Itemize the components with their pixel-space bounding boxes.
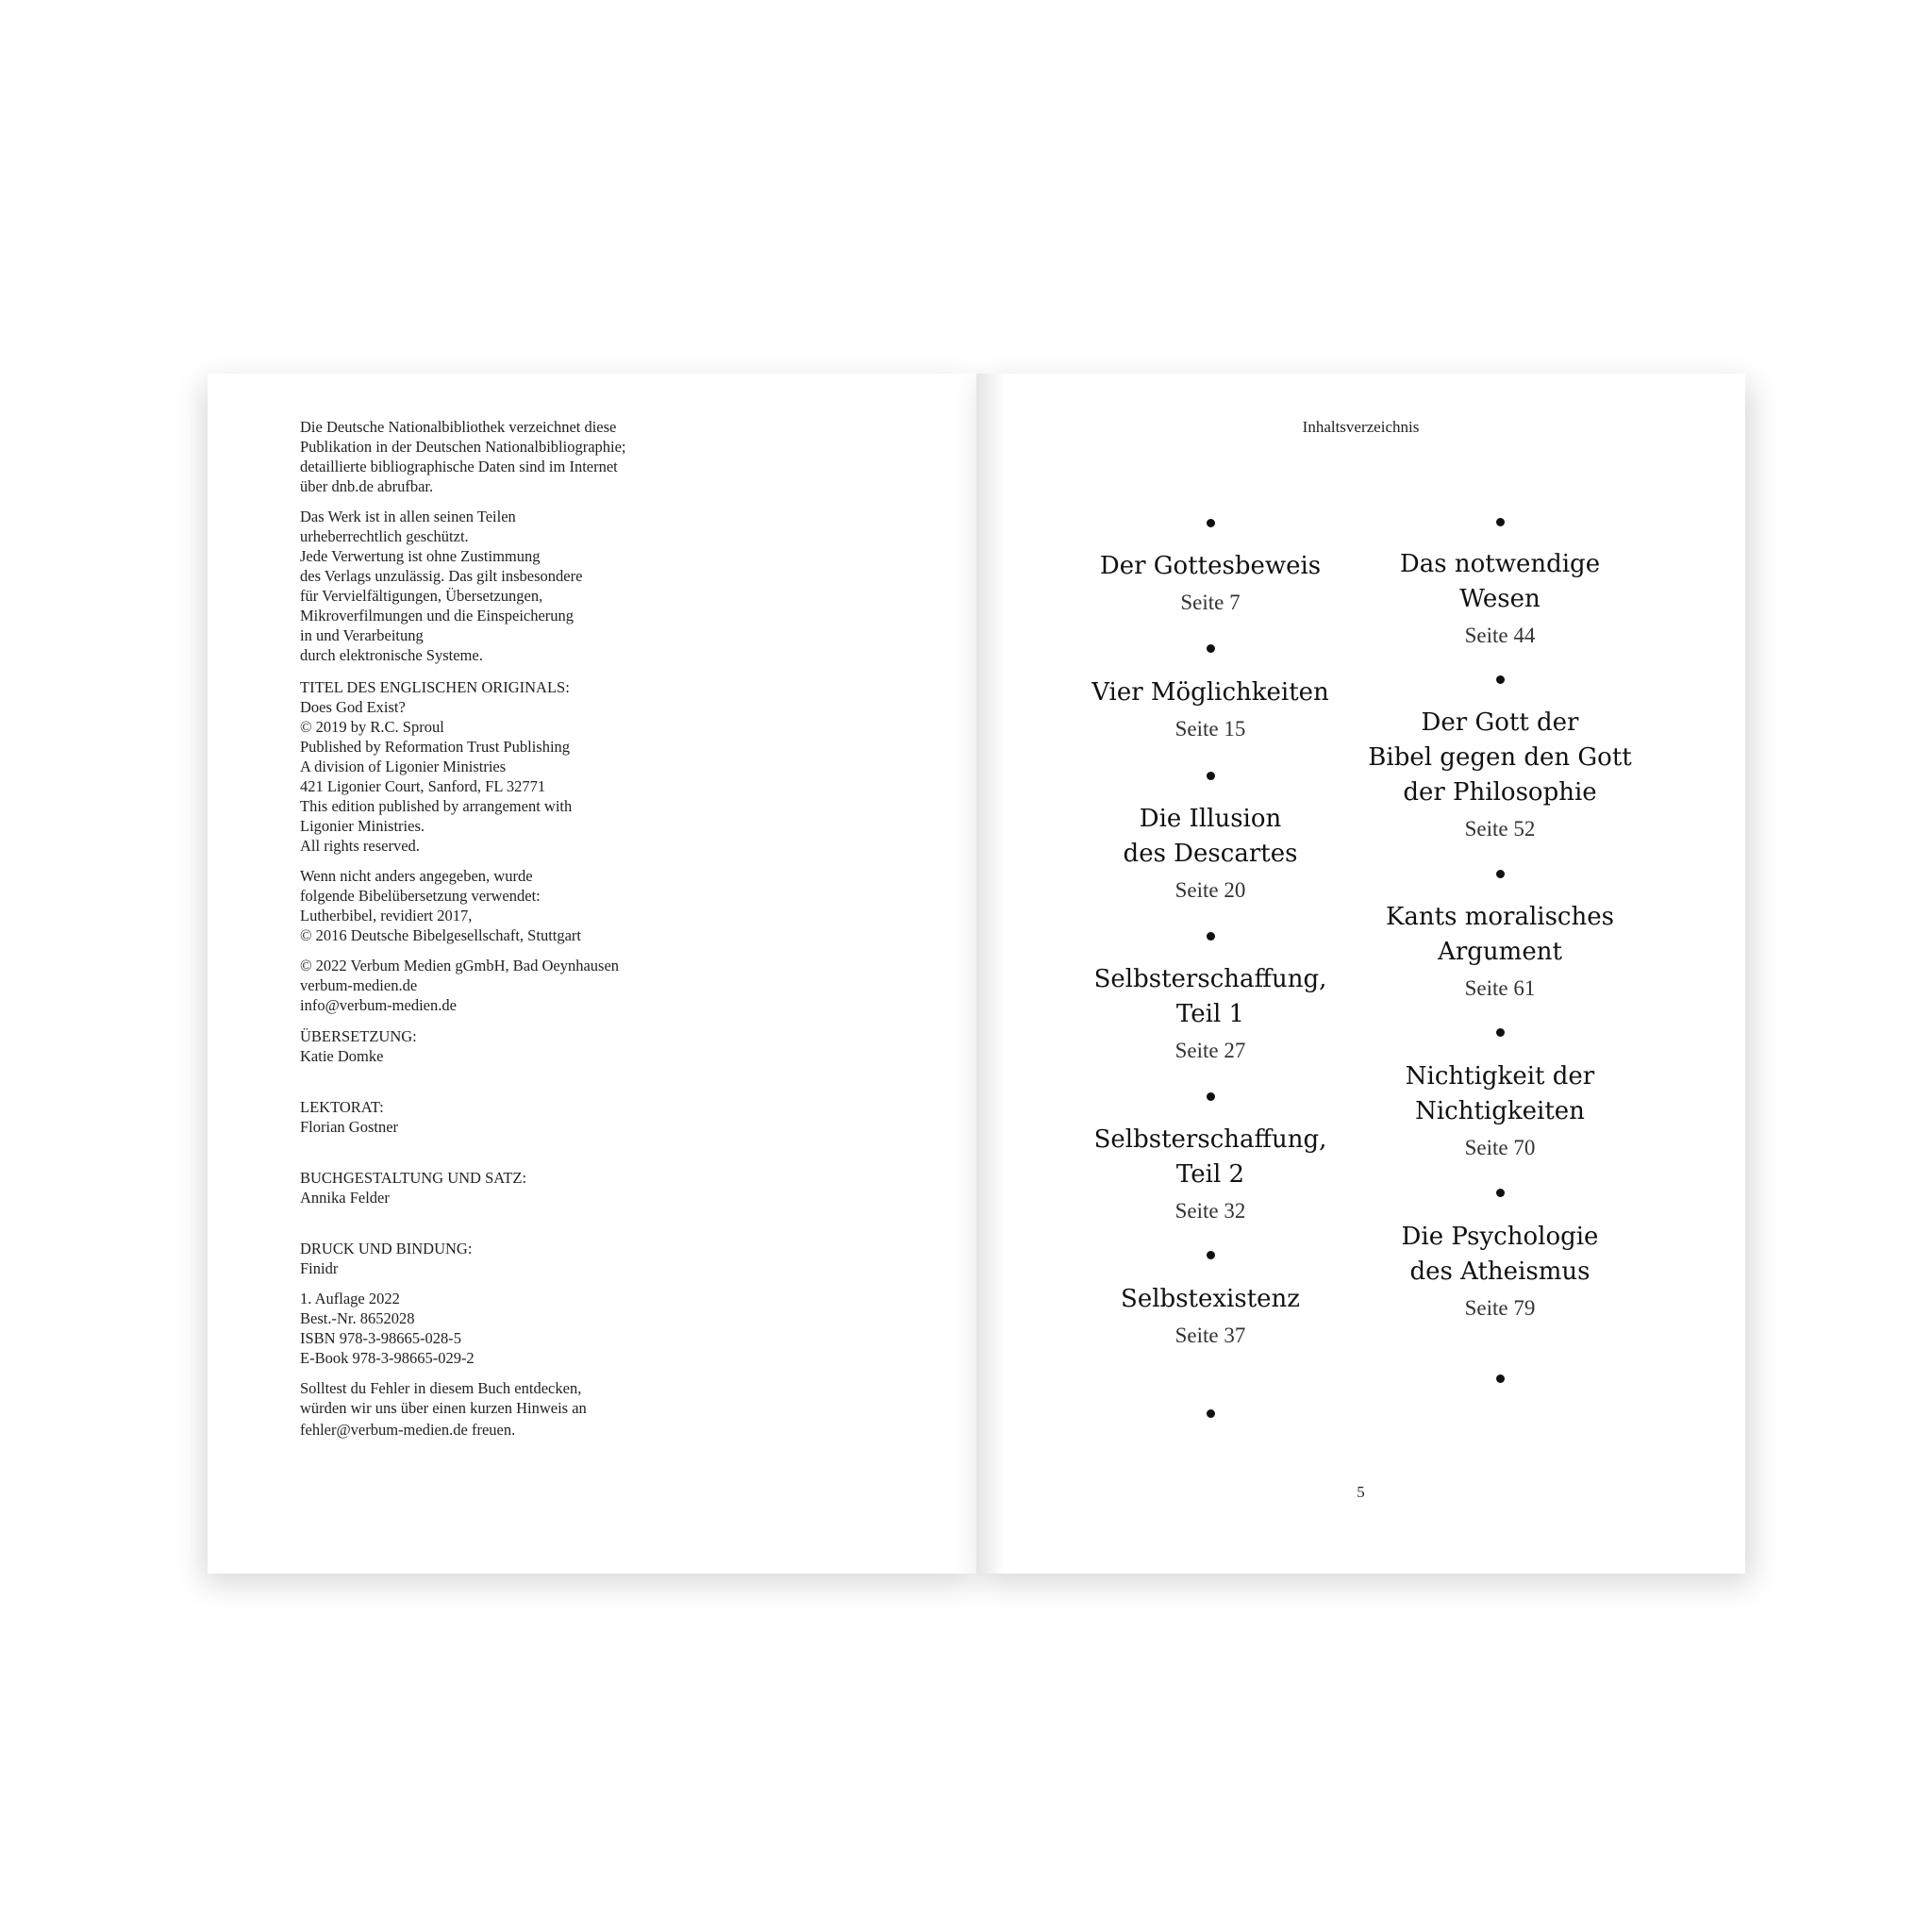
toc-entry-title-line: Selbstexistenz [1121, 1285, 1300, 1313]
imprint-line: Wenn nicht anders angegeben, wurde [300, 867, 533, 885]
imprint-line: urheberrechtlich geschützt. [300, 527, 469, 545]
imprint-line: BUCHGESTALTUNG UND SATZ: [300, 1169, 527, 1187]
imprint-line: This edition published by arrangement with [300, 797, 573, 815]
imprint-block [300, 507, 828, 665]
toc-entry-title-line: Nichtigkeiten [1415, 1097, 1585, 1125]
imprint-line: TITEL DES ENGLISCHEN ORIGINALS: [300, 678, 570, 696]
imprint-line: Florian Gostner [300, 1118, 399, 1136]
imprint-block [300, 1378, 828, 1440]
toc-entry-title [1055, 1123, 1366, 1192]
imprint-line: Ligonier Ministries. [300, 817, 425, 835]
toc-entry[interactable] [1055, 802, 1366, 903]
bullet-dot [1496, 518, 1505, 526]
page-number: 5 [1357, 1483, 1365, 1501]
toc-entry[interactable] [1055, 675, 1366, 741]
imprint-line: info@verbum-medien.de [300, 996, 457, 1014]
bullet-dot [1207, 1251, 1215, 1259]
toc-entry-title-line: Der Gottesbeweis [1099, 552, 1322, 580]
imprint-line: Katie Domke [300, 1047, 384, 1065]
toc-entry-title [1055, 962, 1366, 1032]
imprint-line: E-Book 978-3-98665-029-2 [300, 1349, 475, 1367]
imprint-line: über dnb.de abrufbar. [300, 477, 434, 495]
toc-entry-title-line: Die Illusion [1139, 805, 1282, 833]
toc-entry-title-line: Der Gott der [1421, 708, 1579, 737]
imprint-line: Jede Verwertung ist ohne Zustimmung [300, 547, 541, 565]
toc-entry[interactable] [1055, 1123, 1366, 1224]
bullet-dot [1496, 870, 1505, 878]
toc-entry-title [1055, 802, 1366, 872]
toc-entry-title [1055, 549, 1366, 584]
imprint-text [300, 417, 828, 1440]
toc-entry-title-line: Selbsterschaffung, [1093, 965, 1327, 993]
bullet-dot [1496, 1374, 1505, 1383]
imprint-line: A division of Ligonier Ministries [300, 758, 507, 775]
imprint-line: All rights reserved. [300, 837, 420, 855]
imprint-line: Die Deutsche Nationalbibliothek verzeichnet diese [300, 418, 617, 436]
contents-heading: Inhaltsverzeichnis [1302, 418, 1420, 436]
bullet-dot [1496, 1189, 1505, 1197]
toc-entry-title [1344, 1059, 1656, 1129]
imprint-line: ÜBERSETZUNG: [300, 1027, 417, 1045]
toc-entry-title-line: Kants moralisches [1386, 903, 1614, 931]
imprint-line: Finidr [300, 1259, 339, 1277]
imprint-line: 421 Ligonier Court, Sanford, FL 32771 [300, 777, 546, 795]
bullet-dot [1207, 519, 1215, 527]
toc-entry-page: Seite 61 [1464, 976, 1536, 1000]
toc-entry-title-line: der Philosophie [1403, 778, 1597, 807]
bullet-dot [1207, 1092, 1215, 1101]
imprint-block [300, 417, 828, 496]
imprint-line: detaillierte bibliographische Daten sind im Internet [300, 458, 618, 475]
imprint-block [300, 866, 828, 945]
bullet-dot [1207, 932, 1215, 941]
imprint-line: LEKTORAT: [300, 1098, 384, 1116]
imprint-line: des Verlags unzulässig. Das gilt insbesondere [300, 567, 583, 585]
bullet-dot [1496, 675, 1505, 684]
toc-entry[interactable] [1055, 1282, 1366, 1348]
toc-entry-title [1055, 1282, 1366, 1317]
toc-entry-title-line: Bibel gegen den Gott [1368, 743, 1632, 772]
toc-entry[interactable] [1344, 1220, 1656, 1321]
toc-entry-title-line: des Descartes [1123, 840, 1298, 868]
imprint-line: © 2019 by R.C. Sproul [300, 718, 444, 736]
imprint-line: Does God Exist? [300, 698, 406, 716]
toc-entry-title [1344, 1220, 1656, 1290]
imprint-line: fehler@verbum-medien.de freuen. [300, 1421, 516, 1439]
toc-entry[interactable] [1344, 1059, 1656, 1160]
imprint-block [300, 1239, 828, 1278]
toc-entry[interactable] [1344, 900, 1656, 1001]
toc-entry-page: Seite 79 [1464, 1296, 1536, 1320]
toc-entry-title [1344, 706, 1656, 810]
toc-entry[interactable] [1344, 547, 1656, 648]
imprint-line: Solltest du Fehler in diesem Buch entdecken, [300, 1379, 582, 1397]
imprint-line: Das Werk ist in allen seinen Teilen [300, 508, 516, 525]
toc-entry-page: Seite 7 [1180, 591, 1241, 614]
bullet-dot [1496, 1028, 1505, 1037]
imprint-line: folgende Bibelübersetzung verwendet: [300, 887, 541, 905]
imprint-line: DRUCK UND BINDUNG: [300, 1240, 473, 1257]
book-spread [208, 374, 1745, 1574]
contents-page [976, 374, 1745, 1574]
toc-entry[interactable] [1055, 962, 1366, 1063]
imprint-line: 1. Auflage 2022 [300, 1290, 400, 1307]
toc-entry-title-line: des Atheismus [1409, 1257, 1591, 1286]
toc-entry-title-line: Das notwendige [1399, 550, 1601, 578]
imprint-block [300, 1097, 828, 1137]
imprint-line: Mikroverfilmungen und die Einspeicherung [300, 607, 575, 625]
imprint-line: © 2016 Deutsche Bibelgesellschaft, Stuttgart [300, 926, 582, 944]
toc-entry-title-line: Die Psychologie [1401, 1223, 1599, 1251]
bullet-dot [1207, 1409, 1215, 1418]
imprint-block [300, 677, 828, 856]
toc-entry-page: Seite 32 [1174, 1199, 1246, 1223]
imprint-line: ISBN 978-3-98665-028-5 [300, 1329, 461, 1347]
toc-entry-page: Seite 44 [1464, 624, 1536, 647]
imprint-line: Publikation in der Deutschen Nationalbibliographie; [300, 438, 626, 456]
toc-entry-title-line: Nichtigkeit der [1405, 1062, 1595, 1091]
toc-entry-page: Seite 27 [1174, 1039, 1246, 1062]
imprint-line: in und Verarbeitung [300, 626, 424, 644]
toc-entry-title [1055, 675, 1366, 710]
imprint-block [300, 956, 828, 1015]
imprint-line: würden wir uns über einen kurzen Hinweis an [300, 1399, 587, 1417]
imprint-line: verbum-medien.de [300, 976, 418, 994]
toc-entry-title [1344, 900, 1656, 970]
toc-entry-title-line: Selbsterschaffung, [1093, 1125, 1327, 1154]
bullet-dot [1207, 772, 1215, 780]
toc-entry-title-line: Argument [1438, 938, 1562, 966]
bullet-dot [1207, 644, 1215, 653]
imprint-line: Best.-Nr. 8652028 [300, 1309, 415, 1327]
toc-entry-page: Seite 37 [1174, 1324, 1246, 1347]
toc-entry-title-line: Teil 2 [1175, 1160, 1245, 1189]
imprint-block [300, 1168, 828, 1208]
toc-entry-page: Seite 70 [1464, 1136, 1536, 1159]
imprint-line: durch elektronische Systeme. [300, 646, 483, 664]
imprint-line: Lutherbibel, revidiert 2017, [300, 907, 473, 924]
imprint-page [208, 374, 976, 1574]
imprint-line: © 2022 Verbum Medien gGmbH, Bad Oeynhausen [300, 957, 620, 974]
toc-entry-title [1344, 547, 1656, 617]
imprint-line: für Vervielfältigungen, Übersetzungen, [300, 587, 543, 605]
toc-entry-title-line: Vier Möglichkeiten [1091, 678, 1329, 707]
toc-entry[interactable] [1055, 549, 1366, 615]
toc-entry[interactable] [1344, 706, 1656, 841]
imprint-line: Annika Felder [300, 1189, 390, 1207]
imprint-block [300, 1289, 828, 1368]
toc-entry-page: Seite 20 [1174, 878, 1246, 902]
imprint-line: Published by Reformation Trust Publishing [300, 738, 571, 756]
imprint-block [300, 1026, 828, 1066]
toc-entry-title-line: Teil 1 [1175, 1000, 1245, 1028]
toc-entry-page: Seite 52 [1464, 817, 1536, 841]
toc-entry-page: Seite 15 [1174, 717, 1246, 741]
toc-entry-title-line: Wesen [1459, 585, 1541, 613]
